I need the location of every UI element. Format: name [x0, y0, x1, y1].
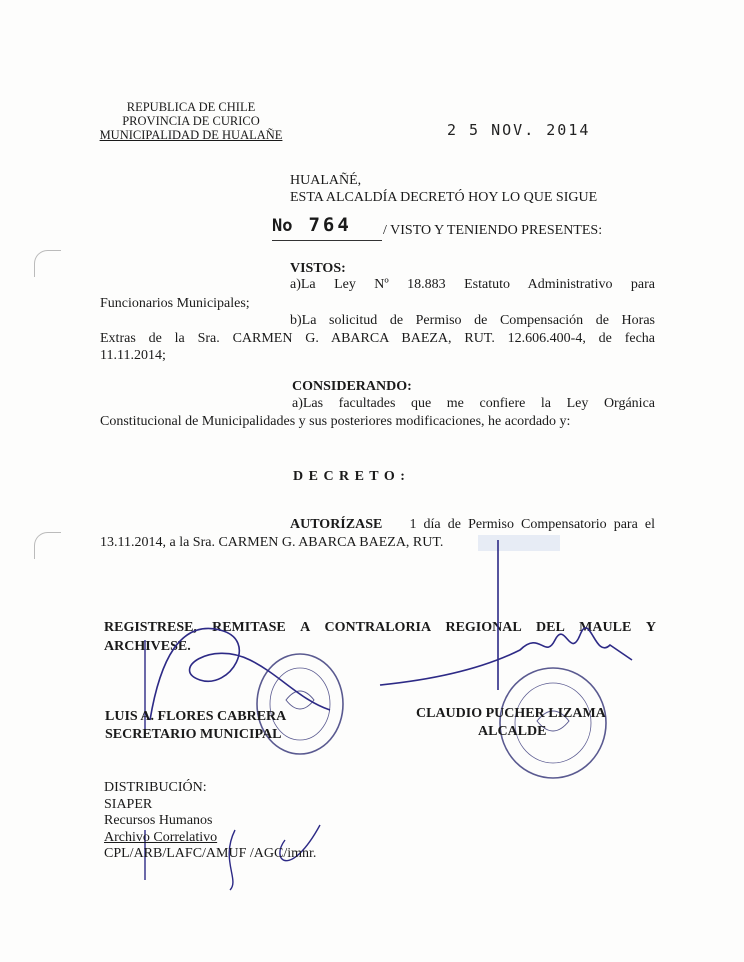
decree-number: 764	[308, 214, 352, 236]
distribution-title: DISTRIBUCIÓN:	[104, 780, 207, 795]
vistos-title: VISTOS:	[290, 261, 346, 276]
letterhead-municipality: MUNICIPALIDAD DE HUALAÑE	[99, 128, 283, 142]
decree-statement: ESTA ALCALDÍA DECRETÓ HOY LO QUE SIGUE	[290, 190, 598, 205]
letterhead-province: PROVINCIA DE CURICO	[122, 114, 260, 128]
secretary-name: LUIS A. FLORES CABRERA	[105, 709, 287, 724]
considerando-a-line1: a)Las facultades que me confiere la Ley Orgánica	[292, 396, 655, 411]
registrese-line2: ARCHIVESE.	[104, 639, 191, 654]
autorizase-line1	[290, 517, 655, 533]
registrese-line1: REGISTRESE, REMITASE A CONTRALORIA REGIONAL DEL MAULE Y	[104, 620, 656, 635]
letterhead-country: REPUBLICA DE CHILE	[126, 100, 256, 114]
vistos-a-line1: a)La Ley Nº 18.883 Estatuto Administrativo para	[290, 277, 655, 292]
place-line: HUALAÑÉ,	[290, 173, 362, 188]
distribution-block	[104, 780, 316, 863]
autorizase-keyword: AUTORÍZASE	[290, 517, 383, 532]
vistos-a-line2: Funcionarios Municipales;	[100, 296, 250, 311]
decree-number-prefix: No	[272, 216, 293, 236]
distribution-item: SIAPER	[104, 796, 153, 812]
considerando-title: CONSIDERANDO:	[292, 379, 412, 394]
date-stamp: 2 5 NOV. 2014	[447, 121, 591, 139]
considerando-a-line2: Constitucional de Municipalidades y sus posteriores modificaciones, he acordado y:	[100, 414, 571, 429]
vistos-b-line2: Extras de la Sra. CARMEN G. ABARCA BAEZA, RUT. 12.606.400-4, de fecha	[100, 331, 655, 346]
mayor-name: CLAUDIO PUCHER LIZAMA	[416, 706, 606, 721]
autorizase-line2: 13.11.2014, a la Sra. CARMEN G. ABARCA BAEZA, RUT.	[100, 535, 444, 550]
distribution-item: CPL/ARB/LAFC/AMUF /AGC/imnr.	[104, 846, 317, 861]
letterhead	[96, 100, 286, 142]
decree-number-field	[272, 214, 382, 241]
visto-line: / VISTO Y TENIENDO PRESENTES:	[383, 223, 603, 238]
vistos-b-line1: b)La solicitud de Permiso de Compensación de Horas	[290, 313, 655, 328]
punch-hole-mark	[34, 250, 61, 277]
mayor-signature	[370, 540, 640, 700]
punch-hole-mark	[34, 532, 61, 559]
decreto-title: D E C R E T O :	[293, 469, 406, 484]
vistos-b-line3: 11.11.2014;	[100, 348, 166, 363]
mayor-title: ALCALDE	[478, 724, 547, 739]
autorizase-text: 1 día de Permiso Compensatorio para el	[409, 517, 655, 532]
distribution-item: Recursos Humanos	[104, 813, 213, 828]
distribution-item: Archivo Correlativo	[104, 829, 218, 845]
secretary-title: SECRETARIO MUNICIPAL	[105, 727, 282, 742]
